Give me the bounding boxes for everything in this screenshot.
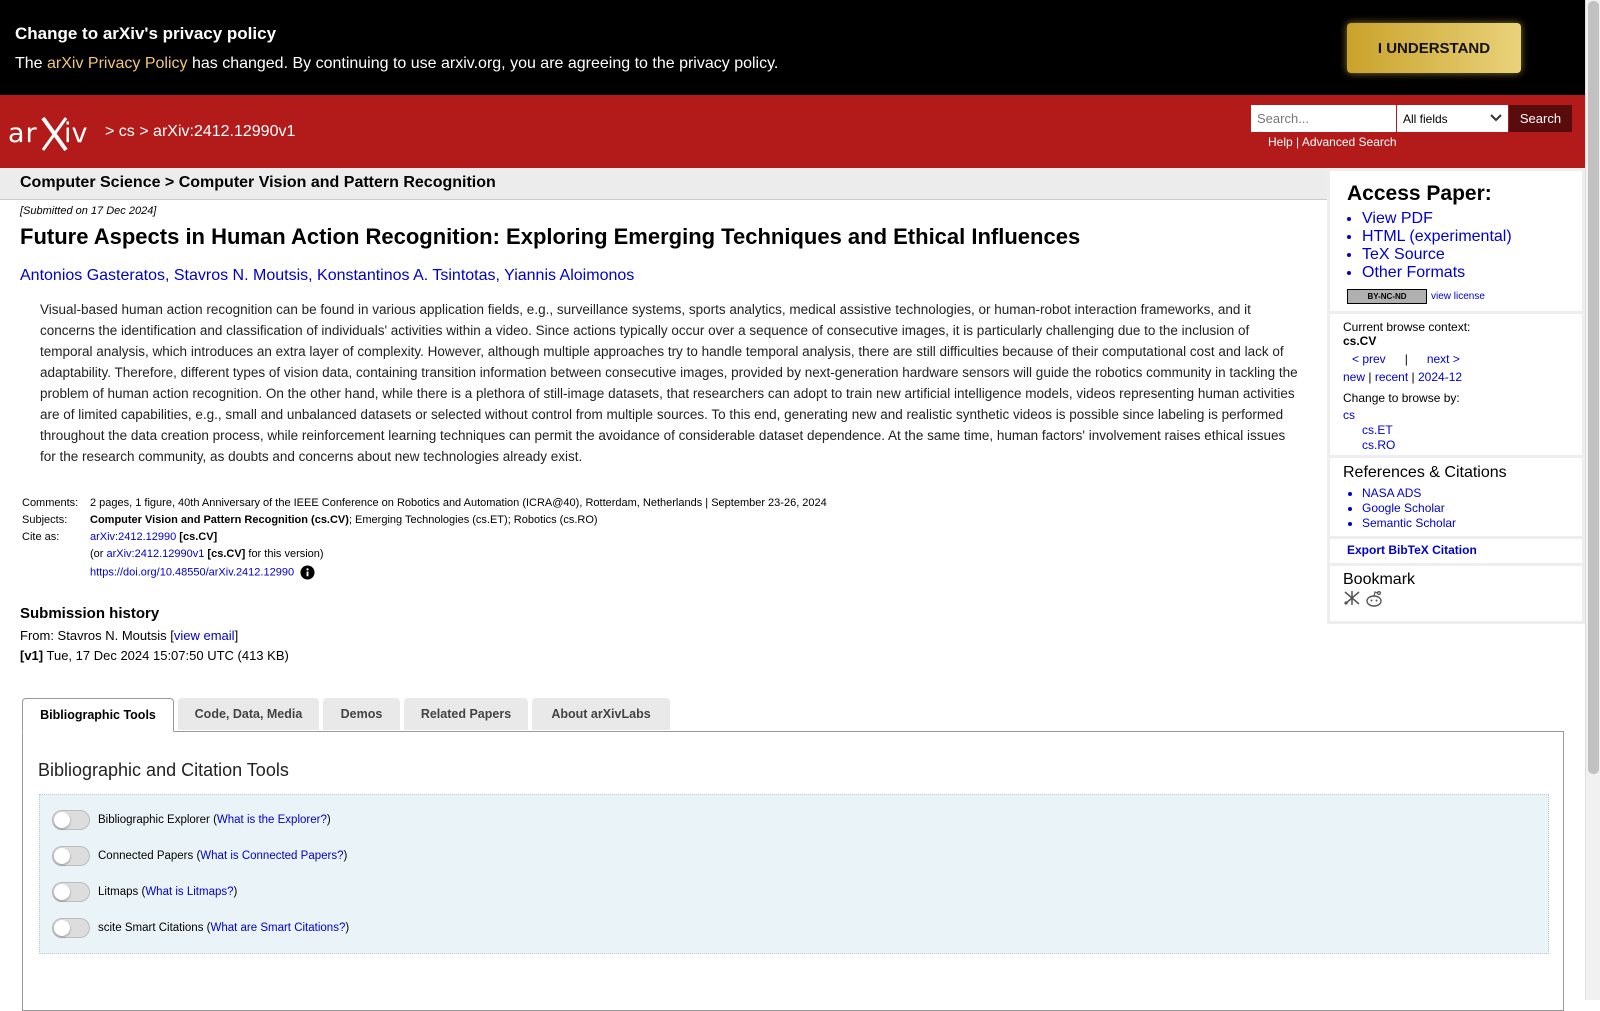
nav-sep: | — [1404, 352, 1408, 366]
tab-bibliographic-tools[interactable]: Bibliographic Tools — [22, 698, 174, 732]
empty-cell — [20, 563, 88, 583]
cite-label: Cite as: — [22, 531, 60, 543]
help-sep: | — [1296, 135, 1300, 149]
access-links — [1362, 210, 1512, 282]
semantic-scholar-link[interactable]: • Semantic Scholar — [1362, 516, 1456, 531]
scrollbar-thumb[interactable] — [1588, 1, 1599, 774]
version-category: [cs.CV] — [207, 548, 246, 560]
cite-category: [cs.CV] — [179, 531, 218, 543]
tab-code-data-media[interactable]: Code, Data, Media — [178, 698, 319, 730]
search-field-select[interactable] — [1397, 105, 1508, 132]
browse-cs-et-link[interactable]: cs.ET — [1362, 423, 1393, 437]
toggle-knob — [54, 884, 70, 900]
cc-license-badge[interactable]: BY-NC-ND — [1347, 289, 1427, 304]
browse-context-value: cs.CV — [1343, 334, 1377, 348]
version-1-line — [20, 648, 289, 663]
change-browse-label: Change to browse by: — [1343, 391, 1460, 405]
view-email-link[interactable]: view email — [173, 628, 235, 643]
google-scholar-link[interactable]: • Google Scholar — [1362, 501, 1456, 516]
v1-text: Tue, 17 Dec 2024 15:07:50 UTC (413 KB) — [43, 648, 289, 663]
tool-name: Bibliographic Explorer — [98, 814, 210, 826]
site-header — [0, 95, 1585, 168]
tool-name: Connected Papers — [98, 850, 194, 862]
tool-row: Litmaps ( What is Litmaps? ) — [52, 882, 237, 902]
author-sep: , — [164, 267, 174, 284]
submission-history-title: Submission history — [20, 605, 160, 622]
labs-tabs — [22, 698, 1564, 1000]
search-field-value: All fields — [1403, 111, 1448, 126]
info-icon[interactable] — [300, 565, 315, 580]
comments-label: Comments: — [22, 497, 79, 509]
abstract-text: Visual-based human action recognition can be found in various application fields, e.g., surveillance systems, sports analytics, medical assistive technologies, or human-robot interaction frameworks, and it concerns the identification and classification of individuals' activities within a video. Since actions typically occur over a sequence of consecutive images, it is particularly challenging due to the inclusion of temporal analysis, which introduces an extra layer of complexity. However, although multiple approaches try to handle temporal analysis, there are still difficulties because of their computational cost and lack of adaptability. Therefore, different types of vision data, containing transition information between consecutive images, provided by next-generation hardware sensors will guide the robotics community in tackling the problem of human action recognition. On the other hand, while there is a plethora of still-image datasets, that researchers can adopt to train new artificial intelligence models, videos representing human activities are of limited capabilities, e.g., small and unbalanced datasets or selected without control from multiple sources. To this end, generating new and realistic synthetic videos is possible since labeling is performed throughout the data creation process, while reinforcement learning techniques can permit the avoidance of considerable dataset dependence. At the same time, human factors' involvement raises ethical issues for the research community, as doubts and concerns about new technologies already exist. — [40, 302, 1298, 464]
author-link[interactable]: Konstantinos A. Tsintotas — [317, 267, 496, 284]
tool-toggle[interactable] — [52, 846, 90, 866]
subjects-value — [88, 512, 829, 529]
privacy-policy-link[interactable]: arXiv Privacy Policy — [47, 55, 188, 72]
tool-toggle[interactable] — [52, 918, 90, 938]
svg-text:ar: ar — [8, 118, 38, 149]
paper-title: Future Aspects in Human Action Recognition: Exploring Emerging Techniques and Ethical Influences — [20, 224, 1081, 249]
browse-cs-link[interactable]: cs — [1343, 408, 1355, 422]
submitted-from — [20, 628, 238, 643]
toggle-knob — [54, 812, 70, 828]
empty-cell — [20, 546, 88, 563]
tool-name: scite Smart Citations — [98, 922, 204, 934]
tex-source-link[interactable]: • TeX Source — [1362, 246, 1512, 264]
browse-cs-ro-link[interactable]: cs.RO — [1362, 438, 1396, 452]
bibsonomy-icon[interactable] — [1343, 590, 1361, 606]
primary-subject: Computer Vision and Pattern Recognition (cs.CV) — [90, 514, 349, 526]
privacy-text-before: The — [15, 55, 48, 72]
doi-link[interactable]: https://doi.org/10.48550/arXiv.2412.12990 — [90, 566, 295, 579]
nav-sep: | — [1368, 370, 1372, 384]
tool-help-link[interactable]: What is the Explorer? — [216, 814, 327, 826]
tab-about-arxivlabs[interactable]: About arXivLabs — [532, 698, 670, 730]
submission-date: [Submitted on 17 Dec 2024] — [20, 205, 157, 217]
cite-value — [88, 529, 829, 546]
listing-links — [1343, 370, 1462, 384]
search-button[interactable]: Search — [1509, 105, 1572, 132]
bookmark-title: Bookmark — [1343, 571, 1416, 588]
license-row — [1347, 289, 1485, 304]
or-open: (or — [90, 548, 107, 560]
privacy-banner-title: Change to arXiv's privacy policy — [15, 24, 277, 43]
chevron-down-icon — [1490, 112, 1502, 124]
secondary-subjects: ; Emerging Technologies (cs.ET); Robotics (cs.RO) — [348, 514, 598, 526]
help-links — [1268, 135, 1397, 149]
version-suffix: for this version) — [245, 548, 324, 560]
breadcrumb-sep: > — [139, 123, 149, 140]
nav-sep: | — [1411, 370, 1415, 384]
new-link[interactable]: new — [1343, 370, 1366, 384]
page-scrollbar[interactable] — [1585, 0, 1600, 1000]
tab-related-papers[interactable]: Related Papers — [404, 698, 528, 730]
tool-row: Connected Papers ( What is Connected Papers? ) — [52, 846, 347, 866]
author-link[interactable]: Yiannis Aloimonos — [504, 267, 635, 284]
author-sep: , — [308, 267, 318, 284]
cite-id-link[interactable]: arXiv:2412.12990 — [90, 531, 177, 543]
tool-toggle[interactable] — [52, 882, 90, 902]
next-link[interactable]: next > — [1426, 352, 1460, 366]
author-link[interactable]: Antonios Gasteratos — [20, 267, 165, 284]
author-list — [20, 267, 634, 285]
tool-row: Bibliographic Explorer ( What is the Explorer? ) — [52, 810, 331, 830]
month-link[interactable]: 2024-12 — [1418, 370, 1463, 384]
tool-help-link[interactable]: What is Connected Papers? — [200, 850, 344, 862]
privacy-banner-text — [15, 55, 778, 73]
tools-list — [39, 794, 1549, 954]
version-id-link[interactable]: arXiv:2412.12990v1 — [106, 548, 205, 560]
tool-help-link[interactable]: What is Litmaps? — [145, 886, 234, 898]
v1-label: [v1] — [20, 648, 44, 663]
bookmark-icons — [1343, 590, 1383, 608]
tool-name: Litmaps — [98, 886, 139, 898]
nasa-ads-link[interactable]: • NASA ADS — [1362, 486, 1456, 501]
sidebar — [1327, 168, 1585, 624]
browse-context-box — [1330, 314, 1582, 455]
breadcrumb-paper-id: arXiv:2412.12990v1 — [153, 123, 296, 140]
breadcrumb-sep: > — [105, 123, 115, 140]
panel-title: Bibliographic and Citation Tools — [38, 760, 289, 780]
view-pdf-link[interactable]: • View PDF — [1362, 210, 1512, 228]
from-prefix: From: Stavros N. Moutsis [ — [20, 628, 174, 643]
html-link[interactable]: • HTML (experimental) — [1362, 228, 1512, 246]
access-paper-box — [1330, 171, 1582, 311]
privacy-banner — [0, 0, 1585, 95]
breadcrumb-cs[interactable]: cs — [118, 123, 135, 140]
references-box — [1330, 458, 1582, 536]
i-understand-button[interactable]: I UNDERSTAND — [1347, 23, 1521, 73]
references-links — [1362, 486, 1456, 531]
toggle-knob — [54, 848, 70, 864]
prev-link[interactable]: < prev — [1352, 352, 1386, 366]
help-link[interactable]: Help — [1268, 135, 1293, 149]
svg-text:iv: iv — [64, 118, 88, 149]
from-suffix: ] — [234, 628, 239, 643]
tool-help-link[interactable]: What are Smart Citations? — [210, 922, 346, 934]
tool-toggle[interactable] — [52, 810, 90, 830]
privacy-text-after: has changed. By continuing to use arxiv.org, you are agreeing to the privacy policy. — [187, 55, 779, 72]
subject-breadcrumb: Computer Science > Computer Vision and Pattern Recognition — [0, 168, 1327, 200]
export-box — [1330, 539, 1582, 563]
browse-context-label: Current browse context: — [1343, 320, 1471, 334]
prev-next-nav — [1352, 352, 1460, 366]
advanced-search-link[interactable]: Advanced Search — [1301, 135, 1397, 149]
arxiv-logo[interactable] — [8, 114, 104, 152]
tab-demos[interactable]: Demos — [323, 698, 400, 730]
tab-panel — [22, 731, 1564, 1011]
access-paper-title: Access Paper: — [1347, 182, 1492, 205]
export-bibtex-link[interactable]: Export BibTeX Citation — [1347, 543, 1477, 557]
comments-value: 2 pages, 1 figure, 40th Anniversary of the IEEE Conference on Robotics and Automation (ICRA@40), Rotterdam, Netherlands | September 23-26, 2024 — [90, 497, 827, 509]
references-title: References & Citations — [1343, 464, 1507, 481]
view-license-link[interactable]: view license — [1431, 291, 1485, 302]
other-formats-link[interactable]: • Other Formats — [1362, 264, 1512, 282]
bookmark-box — [1330, 566, 1582, 621]
recent-link[interactable]: recent — [1374, 370, 1409, 384]
search-input[interactable]: Search... — [1251, 105, 1396, 132]
author-sep: , — [495, 267, 505, 284]
metadata-table — [20, 495, 829, 583]
breadcrumb — [105, 123, 295, 141]
author-link[interactable]: Stavros N. Moutsis — [173, 267, 309, 284]
reddit-icon[interactable] — [1365, 590, 1383, 608]
toggle-knob — [54, 920, 70, 936]
subjects-label: Subjects: — [22, 514, 68, 526]
tool-row: scite Smart Citations ( What are Smart Citations? ) — [52, 918, 349, 938]
doi-row — [88, 563, 829, 583]
version-cite — [88, 546, 829, 563]
